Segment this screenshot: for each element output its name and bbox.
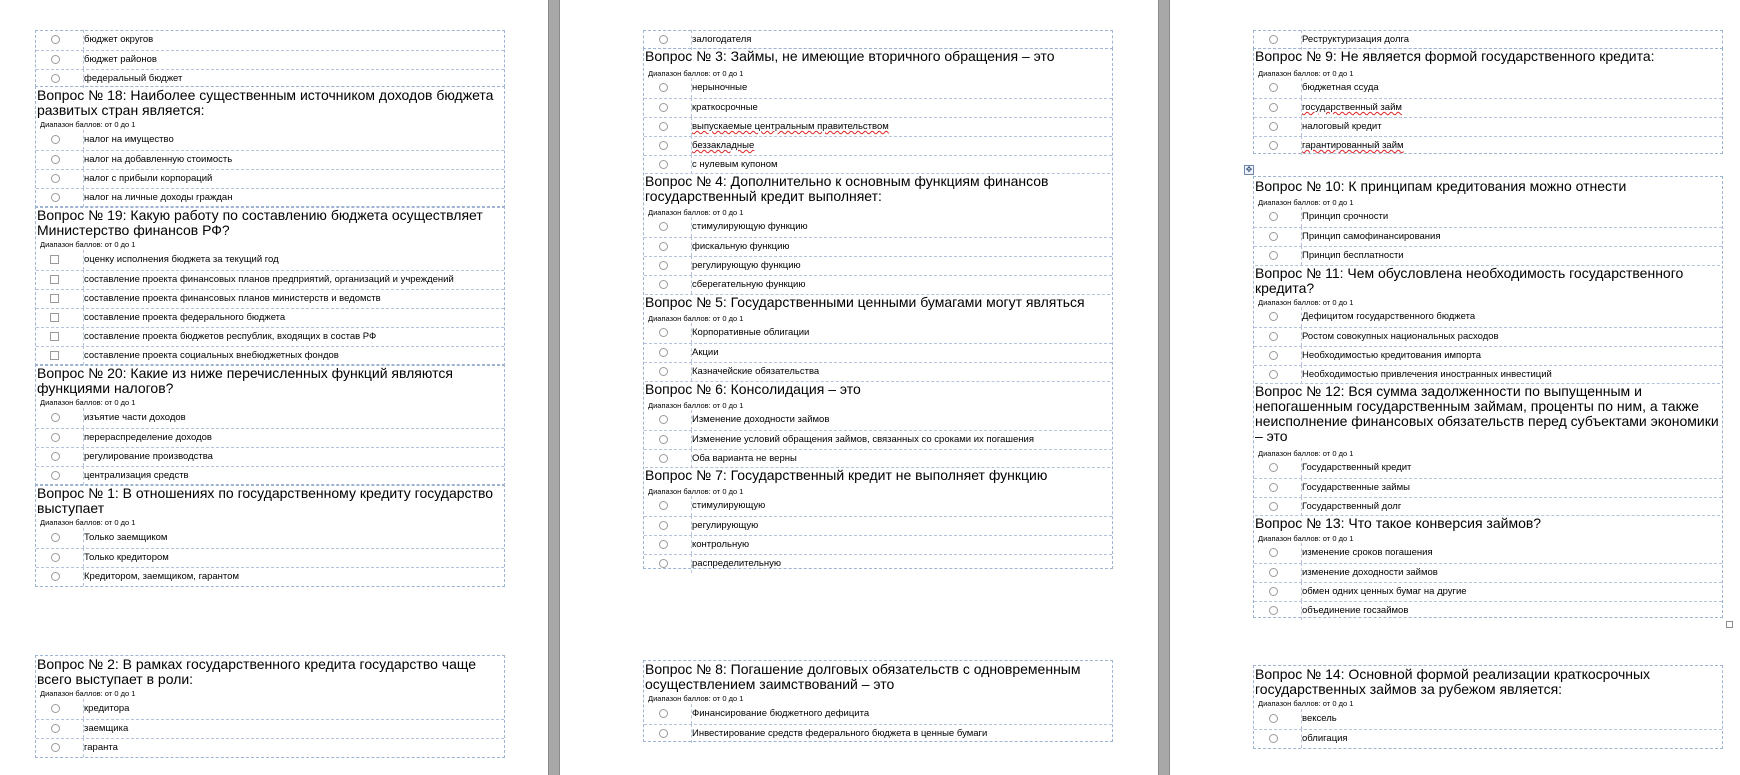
option-row <box>644 324 1112 343</box>
option-label: распределительную <box>692 558 782 569</box>
radio-button[interactable] <box>659 709 668 718</box>
option-label: Только кредитором <box>84 552 169 563</box>
option-row <box>644 218 1112 237</box>
option-label: объединение госзаймов <box>1302 605 1409 616</box>
option-row <box>36 169 504 188</box>
radio-button[interactable] <box>659 729 668 738</box>
radio-button[interactable] <box>1269 35 1278 44</box>
radio-button[interactable] <box>1269 332 1278 341</box>
option-label: изъятие части доходов <box>84 412 186 423</box>
score-range: Диапазон баллов: от 0 до 1 <box>40 120 136 129</box>
option-row <box>644 449 1112 468</box>
option-row <box>644 256 1112 275</box>
option-label: выпускаемые центральным правительством <box>692 121 889 132</box>
option-label: регулирование производства <box>84 451 213 462</box>
radio-button[interactable] <box>1269 548 1278 557</box>
score-range: Диапазон баллов: от 0 до 1 <box>1258 449 1354 458</box>
option-label: краткосрочные <box>692 102 758 113</box>
question-block <box>643 660 1113 742</box>
option-label: государственный займ <box>1302 102 1402 113</box>
option-label: фискальную функцию <box>692 241 790 252</box>
radio-button[interactable] <box>1269 312 1278 321</box>
option-row <box>644 516 1112 535</box>
option-label: Принцип самофинансирования <box>1302 231 1441 242</box>
option-row <box>36 308 504 327</box>
radio-button[interactable] <box>51 572 60 581</box>
radio-button[interactable] <box>659 103 668 112</box>
radio-button[interactable] <box>51 74 60 83</box>
question-block <box>35 206 505 366</box>
option-row <box>644 705 1112 724</box>
checkbox[interactable] <box>50 313 59 322</box>
option-row <box>36 700 504 719</box>
document-page-3 <box>1170 0 1740 775</box>
option-row <box>36 50 504 69</box>
option-label: оценку исполнения бюджета за текущий год <box>84 254 279 265</box>
radio-button[interactable] <box>51 433 60 442</box>
question-title: Вопрос № 7: Государственный кредит не выполняет функцию <box>645 467 1110 483</box>
option-label: составление проекта финансовых планов предприятий, организаций и учреждений <box>84 274 454 285</box>
question-list <box>643 48 1113 569</box>
option-row <box>644 724 1112 743</box>
option-label: централизация средств <box>84 470 189 481</box>
question-title: Вопрос № 19: Какую работу по составлению бюджета осуществляет Министерство финансов РФ? <box>37 207 483 238</box>
option-label: Инвестирование средств федерального бюджета в ценные бумаги <box>692 728 988 739</box>
radio-button[interactable] <box>1269 122 1278 131</box>
option-label: бюджет округов <box>84 34 154 45</box>
question-block <box>1253 48 1723 154</box>
option-label: изменение сроков погашения <box>1302 547 1433 558</box>
option-label: составление проекта финансовых планов министерств и ведомств <box>84 293 381 304</box>
option-label: регулирующую <box>692 520 759 531</box>
option-row <box>1254 246 1722 265</box>
option-row <box>1254 79 1722 98</box>
radio-button[interactable] <box>659 83 668 92</box>
option-row <box>36 548 504 567</box>
option-label: Государственный кредит <box>1302 462 1412 473</box>
option-row <box>1254 98 1722 117</box>
option-row <box>644 497 1112 516</box>
radio-button[interactable] <box>51 471 60 480</box>
question-block <box>35 86 505 208</box>
option-row <box>36 31 504 50</box>
option-row <box>644 275 1112 294</box>
radio-button[interactable] <box>659 559 668 568</box>
option-label: Кредитором, заемщиком, гарантом <box>84 571 239 582</box>
option-row <box>1254 327 1722 346</box>
question-title: Вопрос № 10: К принципам кредитования можно отнести <box>1255 178 1627 194</box>
option-row <box>644 117 1112 136</box>
option-label: регулирующую функцию <box>692 260 801 271</box>
checkbox[interactable] <box>50 332 59 341</box>
option-label: залогодателя <box>692 34 752 45</box>
option-label: Казначейские обязательства <box>692 366 820 377</box>
option-label: Корпоративные облигации <box>692 327 810 338</box>
option-label: с нулевым купоном <box>692 159 778 170</box>
checkbox[interactable] <box>50 294 59 303</box>
radio-button[interactable] <box>1269 606 1278 615</box>
document-page-2 <box>560 0 1158 775</box>
option-label: Необходимостью кредитования импорта <box>1302 350 1482 361</box>
checkbox[interactable] <box>50 255 59 264</box>
question-title: Вопрос № 6: Консолидация – это <box>645 381 1110 397</box>
radio-button[interactable] <box>51 174 60 183</box>
question-title: Вопрос № 5: Государственными ценными бумагами могут являться <box>645 294 1110 310</box>
option-row <box>36 150 504 169</box>
score-range: Диапазон баллов: от 0 до 1 <box>1258 298 1354 307</box>
question-block <box>35 655 505 758</box>
score-range: Диапазон баллов: от 0 до 1 <box>1258 69 1354 78</box>
option-label: стимулирующую функцию <box>692 221 808 232</box>
radio-button[interactable] <box>1269 568 1278 577</box>
question-list <box>1253 176 1723 618</box>
radio-button[interactable] <box>51 155 60 164</box>
score-range: Диапазон баллов: от 0 до 1 <box>1258 534 1354 543</box>
option-row <box>1254 544 1722 563</box>
option-label: облигация <box>1302 733 1348 744</box>
question-title: Вопрос № 2: В рамках государственного кредита государство чаще всего выступает в роли: <box>37 656 477 687</box>
option-label: Финансирование бюджетного дефицита <box>692 708 870 719</box>
question-block <box>35 484 505 587</box>
option-label: налог на добавленную стоимость <box>84 154 233 165</box>
option-row <box>644 535 1112 554</box>
radio-button[interactable] <box>51 724 60 733</box>
option-row <box>1254 308 1722 327</box>
option-row <box>36 738 504 757</box>
option-row <box>36 529 504 548</box>
radio-button[interactable] <box>659 160 668 169</box>
question-title: Вопрос № 14: Основной формой реализации краткосрочных государственных займов за рубежом является: <box>1255 666 1651 697</box>
option-row <box>1254 563 1722 582</box>
option-label: Ростом совокупных национальных расходов <box>1302 331 1499 342</box>
option-row <box>36 131 504 150</box>
option-label: Принцип бесплатности <box>1302 250 1404 261</box>
question-title: Вопрос № 11: Чем обусловлена необходимость государственного кредита? <box>1255 265 1720 296</box>
answer-table <box>643 30 1113 49</box>
option-row <box>1254 582 1722 601</box>
checkbox[interactable] <box>50 275 59 284</box>
score-range: Диапазон баллов: от 0 до 1 <box>40 240 136 249</box>
radio-button[interactable] <box>51 704 60 713</box>
option-row <box>1254 478 1722 497</box>
option-label: составление проекта федерального бюджета <box>84 312 286 323</box>
answer-table <box>35 30 505 87</box>
option-row <box>644 411 1112 430</box>
option-row <box>36 409 504 428</box>
radio-button[interactable] <box>659 261 668 270</box>
radio-button[interactable] <box>659 367 668 376</box>
option-row <box>1254 208 1722 227</box>
page-gutter-right <box>1158 0 1170 775</box>
question-block <box>1253 665 1723 749</box>
option-label: Государственные займы <box>1302 482 1410 493</box>
radio-button[interactable] <box>1269 463 1278 472</box>
radio-button[interactable] <box>51 413 60 422</box>
radio-button[interactable] <box>51 35 60 44</box>
radio-button[interactable] <box>659 540 668 549</box>
option-label: Принцип срочности <box>1302 211 1389 222</box>
radio-button[interactable] <box>1269 103 1278 112</box>
option-row <box>644 237 1112 256</box>
score-range: Диапазон баллов: от 0 до 1 <box>648 69 744 78</box>
radio-button[interactable] <box>1269 734 1278 743</box>
question-title: Вопрос № 3: Займы, не имеющие вторичного обращения – это <box>645 48 1055 64</box>
option-row <box>644 554 1112 573</box>
radio-button[interactable] <box>659 521 668 530</box>
option-label: гарантированный займ <box>1302 140 1404 151</box>
score-range: Диапазон баллов: от 0 до 1 <box>1258 198 1354 207</box>
question-title: Вопрос № 1: В отношениях по государственному кредиту государство выступает <box>37 485 494 516</box>
option-label: Необходимостью привлечения иностранных инвестиций <box>1302 369 1552 380</box>
option-label: налоговый кредит <box>1302 121 1382 132</box>
score-range: Диапазон баллов: от 0 до 1 <box>40 518 136 527</box>
option-row <box>644 155 1112 174</box>
option-label: составление проекта социальных внебюджетных фондов <box>84 350 339 361</box>
score-range: Диапазон баллов: от 0 до 1 <box>648 694 744 703</box>
option-label: составление проекта бюджетов республик, входящих в состав РФ <box>84 331 377 342</box>
score-range: Диапазон баллов: от 0 до 1 <box>648 401 744 410</box>
document-page-1 <box>0 0 548 775</box>
radio-button[interactable] <box>659 280 668 289</box>
option-row <box>1254 136 1722 155</box>
option-row <box>644 79 1112 98</box>
option-row <box>644 430 1112 449</box>
radio-button[interactable] <box>659 141 668 150</box>
radio-button[interactable] <box>51 193 60 202</box>
option-row <box>36 567 504 586</box>
option-row <box>1254 729 1722 748</box>
option-label: Дефицитом государственного бюджета <box>1302 311 1476 322</box>
score-range: Диапазон баллов: от 0 до 1 <box>1258 699 1354 708</box>
option-label: перераспределение доходов <box>84 432 212 443</box>
option-label: Акции <box>692 347 719 358</box>
question-title: Вопрос № 9: Не является формой государственного кредита: <box>1255 48 1655 64</box>
page-gutter-left <box>548 0 560 775</box>
radio-button[interactable] <box>659 35 668 44</box>
option-row <box>36 188 504 207</box>
score-range: Диапазон баллов: от 0 до 1 <box>648 208 744 217</box>
option-row <box>1254 365 1722 384</box>
option-row <box>1254 601 1722 620</box>
score-range: Диапазон баллов: от 0 до 1 <box>648 487 744 496</box>
radio-button[interactable] <box>51 55 60 64</box>
option-label: Оба варианта не верны <box>692 453 797 464</box>
radio-button[interactable] <box>659 415 668 424</box>
option-row <box>36 447 504 466</box>
score-range: Диапазон баллов: от 0 до 1 <box>648 314 744 323</box>
radio-button[interactable] <box>659 328 668 337</box>
option-label: Реструктуризация долга <box>1302 34 1410 45</box>
option-label: стимулирующую <box>692 500 766 511</box>
radio-button[interactable] <box>659 454 668 463</box>
option-row <box>1254 346 1722 365</box>
option-label: обмен одних ценных бумаг на другие <box>1302 586 1467 597</box>
option-row <box>36 719 504 738</box>
radio-button[interactable] <box>51 533 60 542</box>
option-label: контрольную <box>692 539 750 550</box>
option-label: бюджетная ссуда <box>1302 82 1379 93</box>
question-title: Вопрос № 18: Наиболее существенным источником доходов бюджета развитых стран является: <box>37 87 494 118</box>
radio-button[interactable] <box>1269 232 1278 241</box>
question-title: Вопрос № 4: Дополнительно к основным функциям финансов государственный кредит выполняет: <box>645 173 1110 204</box>
option-row <box>36 289 504 308</box>
radio-button[interactable] <box>1269 351 1278 360</box>
option-label: заемщика <box>84 723 129 734</box>
table-resize-handle[interactable] <box>1726 621 1733 628</box>
option-label: беззакладные <box>692 140 755 151</box>
option-row <box>36 251 504 270</box>
table-move-handle-icon[interactable]: ✥ <box>1245 165 1253 174</box>
radio-button[interactable] <box>659 501 668 510</box>
radio-button[interactable] <box>1269 587 1278 596</box>
option-row <box>1254 710 1722 729</box>
question-title: Вопрос № 8: Погашение долговых обязательств с одновременным осуществлением заимствований – это <box>645 661 1081 692</box>
radio-button[interactable] <box>1269 212 1278 221</box>
option-row <box>1254 459 1722 478</box>
option-label: федеральный бюджет <box>84 73 183 84</box>
radio-button[interactable] <box>659 222 668 231</box>
option-row <box>644 343 1112 362</box>
option-row <box>36 466 504 485</box>
radio-button[interactable] <box>1269 502 1278 511</box>
option-row <box>1254 227 1722 246</box>
option-row <box>36 428 504 447</box>
radio-button[interactable] <box>51 452 60 461</box>
radio-button[interactable] <box>51 553 60 562</box>
option-label: вексель <box>1302 713 1337 724</box>
score-range: Диапазон баллов: от 0 до 1 <box>40 689 136 698</box>
option-label: бюджет районов <box>84 54 157 65</box>
radio-button[interactable] <box>51 743 60 752</box>
option-label: кредитора <box>84 703 130 714</box>
question-title: Вопрос № 13: Что такое конверсия займов? <box>1255 515 1720 531</box>
answer-table <box>1253 30 1723 49</box>
radio-button[interactable] <box>659 348 668 357</box>
radio-button[interactable] <box>1269 251 1278 260</box>
radio-button[interactable] <box>1269 714 1278 723</box>
option-row <box>644 98 1112 117</box>
option-row <box>36 346 504 365</box>
option-row <box>1254 117 1722 136</box>
radio-button[interactable] <box>1269 370 1278 379</box>
option-row <box>36 327 504 346</box>
option-label: гаранта <box>84 742 118 753</box>
score-range: Диапазон баллов: от 0 до 1 <box>40 398 136 407</box>
option-row <box>1254 497 1722 516</box>
question-title: Вопрос № 20: Какие из ниже перечисленных функций являются функциями налогов? <box>37 365 453 396</box>
radio-button[interactable] <box>1269 141 1278 150</box>
option-label: налог с прибыли корпораций <box>84 173 213 184</box>
option-label: налог на личные доходы граждан <box>84 192 233 203</box>
radio-button[interactable] <box>659 122 668 131</box>
question-title: Вопрос № 12: Вся сумма задолженности по выпущенным и непогашенным государственным займам, проценты по ним, а также неисполнение финансовых обязательств перед субъектами экономики – это <box>1255 383 1719 444</box>
checkbox[interactable] <box>50 351 59 360</box>
option-label: Изменение условий обращения займов, связанных со сроками их погашения <box>692 434 1035 445</box>
radio-button[interactable] <box>51 135 60 144</box>
option-label: сберегательную функцию <box>692 279 806 290</box>
option-row <box>644 362 1112 381</box>
radio-button[interactable] <box>1269 483 1278 492</box>
option-label: налог на имущество <box>84 134 174 145</box>
option-label: нерыночные <box>692 82 748 93</box>
option-label: изменение доходности займов <box>1302 567 1438 578</box>
option-row <box>36 270 504 289</box>
radio-button[interactable] <box>1269 83 1278 92</box>
option-label: Только заемщиком <box>84 532 168 543</box>
option-label: Изменение доходности займов <box>692 414 830 425</box>
option-row <box>644 136 1112 155</box>
question-block <box>35 364 505 486</box>
radio-button[interactable] <box>659 242 668 251</box>
option-label: Государственный долг <box>1302 501 1402 512</box>
radio-button[interactable] <box>659 435 668 444</box>
